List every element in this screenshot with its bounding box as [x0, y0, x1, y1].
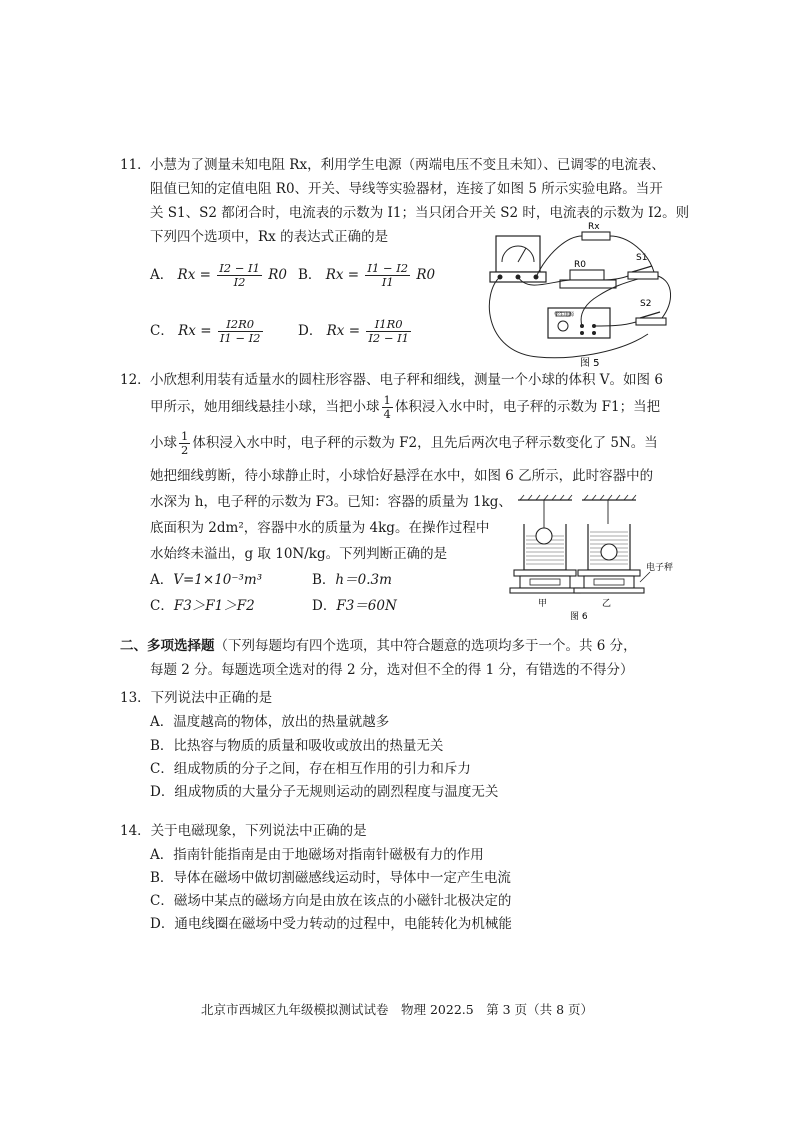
option-lhs: Rx =: [177, 267, 211, 283]
fig5-rx-label: Rx: [588, 222, 600, 232]
option-text: F3＞F1＞F2: [173, 598, 255, 614]
fraction-numerator: I2R0: [218, 318, 263, 332]
q12-line-1: 小欣想利用装有适量水的圆柱形容器、电子秤和细线，测量一个小球的体积 V。如图 6: [150, 372, 663, 388]
q11-option-c[interactable]: [150, 318, 265, 345]
fraction-numerator: I1 − I2: [367, 261, 409, 275]
fraction-half: [179, 430, 190, 457]
q12-option-d[interactable]: [312, 596, 397, 616]
fraction: [218, 318, 263, 345]
figure-5-circuit: [478, 222, 678, 370]
q12-option-b[interactable]: [312, 570, 392, 590]
option-label: A．: [150, 572, 174, 588]
section-2-desc-1: （下列每题均有四个选项，其中符合题意的选项均多于一个。共 6 分，: [214, 638, 637, 654]
q14-option-d[interactable]: D．通电线圈在磁场中受力转动的过程中，电能转化为机械能: [150, 916, 512, 932]
q13-option-b[interactable]: B．比热容与物质的质量和吸收或放出的热量无关: [150, 738, 444, 754]
fig5-s2-label: S2: [640, 299, 652, 309]
q12-line-2: [150, 394, 660, 421]
option-text: h＝0.3m: [335, 572, 392, 588]
q12-option-c[interactable]: [150, 596, 255, 616]
option-label: D．: [298, 323, 323, 339]
option-tail: R0: [416, 267, 436, 283]
page-footer: 北京市西城区九年级模拟测试试卷 物理 2022.5 第 3 页（共 8 页）: [200, 1002, 593, 1017]
q12-line-4: 她把细线剪断，待小球静止时，小球恰好悬浮在水中，如图 6 乙所示，此时容器中的: [150, 468, 654, 484]
q13-option-d[interactable]: D．组成物质的大量分子无规则运动的剧烈程度与温度无关: [150, 784, 499, 800]
q12-line-3b: 体积浸入水中时，电子秤的示数为 F2，且先后两次电子秤示数变化了 5N。当: [192, 435, 658, 451]
option-text: V=1×10⁻³m³: [173, 572, 263, 588]
fraction-denominator: I2 − I1: [368, 331, 409, 345]
fig6-right-label: 乙: [602, 599, 612, 609]
q11-line-2: 阻值已知的定值电阻 R0、开关、导线等实验器材，连接了如图 5 所示实验电路。当开: [150, 181, 663, 197]
q11-line-4: 下列四个选项中，Rx 的表达式正确的是: [150, 229, 389, 245]
fig5-r0-label: R0: [574, 260, 586, 270]
option-label: A．: [150, 267, 174, 283]
q12-line-2a: 甲所示，她用细线悬挂小球，当把小球: [150, 399, 380, 415]
q13-option-a[interactable]: A．温度越高的物体，放出的热量就越多: [150, 714, 390, 730]
fig5-source-label: 学生电源: [554, 312, 575, 318]
q11-line-1: 小慧为了测量未知电阻 Rx，利用学生电源（两端电压不变且未知）、已调零的电流表、: [150, 157, 665, 173]
q11-line-3: 关 S1、S2 都闭合时，电流表的示数为 I1；当只闭合开关 S2 时，电流表的示数为 I2。则: [150, 205, 690, 221]
fraction-denominator: 4: [383, 407, 391, 421]
q12-line-3a: 小球: [150, 435, 177, 451]
section-2-desc-2: 每题 2 分。每题选项全选对的得 2 分，选对但不全的得 1 分，有错选的不得分）: [150, 662, 634, 678]
q13-stem: 13．下列说法中正确的是: [120, 690, 273, 706]
option-label: B．: [298, 267, 322, 283]
option-lhs: Rx =: [178, 323, 212, 339]
q12-option-a[interactable]: [150, 570, 262, 590]
q11-option-b[interactable]: [298, 262, 435, 289]
q14-option-b[interactable]: B．导体在磁场中做切割磁感线运动时，导体中一定产生电流: [150, 870, 511, 886]
fraction-denominator: I1 − I2: [219, 331, 261, 345]
q12-line-6: 底面积为 2dm²，容器中水的质量为 4kg。在操作过程中: [150, 520, 490, 536]
figure-6-containers: [500, 492, 680, 624]
section-2-header: [120, 636, 637, 656]
fraction: [365, 262, 410, 289]
q12-line-3: [150, 430, 658, 457]
fraction-numerator: I1R0: [366, 318, 411, 332]
q14-stem: 14．关于电磁现象，下列说法中正确的是: [120, 823, 367, 839]
fig6-caption: 图 6: [570, 612, 588, 622]
fraction-denominator: I1: [381, 275, 394, 289]
q12-line-2b: 体积浸入水中时，电子秤的示数为 F1；当把: [394, 399, 661, 415]
q11-option-d[interactable]: [298, 318, 413, 345]
option-text: F3＝60N: [336, 598, 397, 614]
q11-number: 11．: [120, 157, 151, 173]
fraction-numerator: 1: [383, 393, 391, 407]
option-label: C．: [150, 323, 174, 339]
section-2-title: 二、多项选择题: [120, 638, 215, 654]
fraction-quarter: [382, 394, 393, 421]
fig5-s1-label: S1: [636, 253, 648, 263]
option-label: C．: [150, 598, 174, 614]
q14-option-c[interactable]: C．磁场中某点的磁场方向是由放在该点的小磁针北极决定的: [150, 893, 512, 909]
fraction: [217, 262, 262, 289]
option-tail: R0: [268, 267, 287, 283]
q12-line-7: 水始终未溢出，g 取 10N/kg。下列判断正确的是: [150, 546, 448, 562]
q14-option-a[interactable]: A．指南针能指南是由于地磁场对指南针磁极有力的作用: [150, 847, 484, 863]
option-label: D．: [312, 598, 337, 614]
q11-option-a[interactable]: [150, 262, 287, 289]
fig6-scale-label: 电子秤: [646, 563, 674, 573]
fraction-denominator: I2: [233, 275, 246, 289]
q12-line-5: 水深为 h，电子秤的示数为 F3。已知：容器的质量为 1kg、: [150, 494, 512, 510]
q12-number: 12．: [120, 372, 151, 388]
option-lhs: Rx =: [325, 267, 360, 283]
fraction-numerator: I2 − I1: [219, 261, 260, 275]
option-label: B．: [312, 572, 336, 588]
fraction-denominator: 2: [181, 443, 189, 457]
fraction-numerator: 1: [181, 429, 189, 443]
fig5-caption: 图 5: [580, 358, 600, 369]
option-lhs: Rx =: [326, 323, 361, 339]
fig6-left-label: 甲: [538, 599, 548, 609]
q13-option-c[interactable]: C．组成物质的分子之间，存在相互作用的引力和斥力: [150, 761, 471, 777]
fraction: [366, 318, 411, 345]
